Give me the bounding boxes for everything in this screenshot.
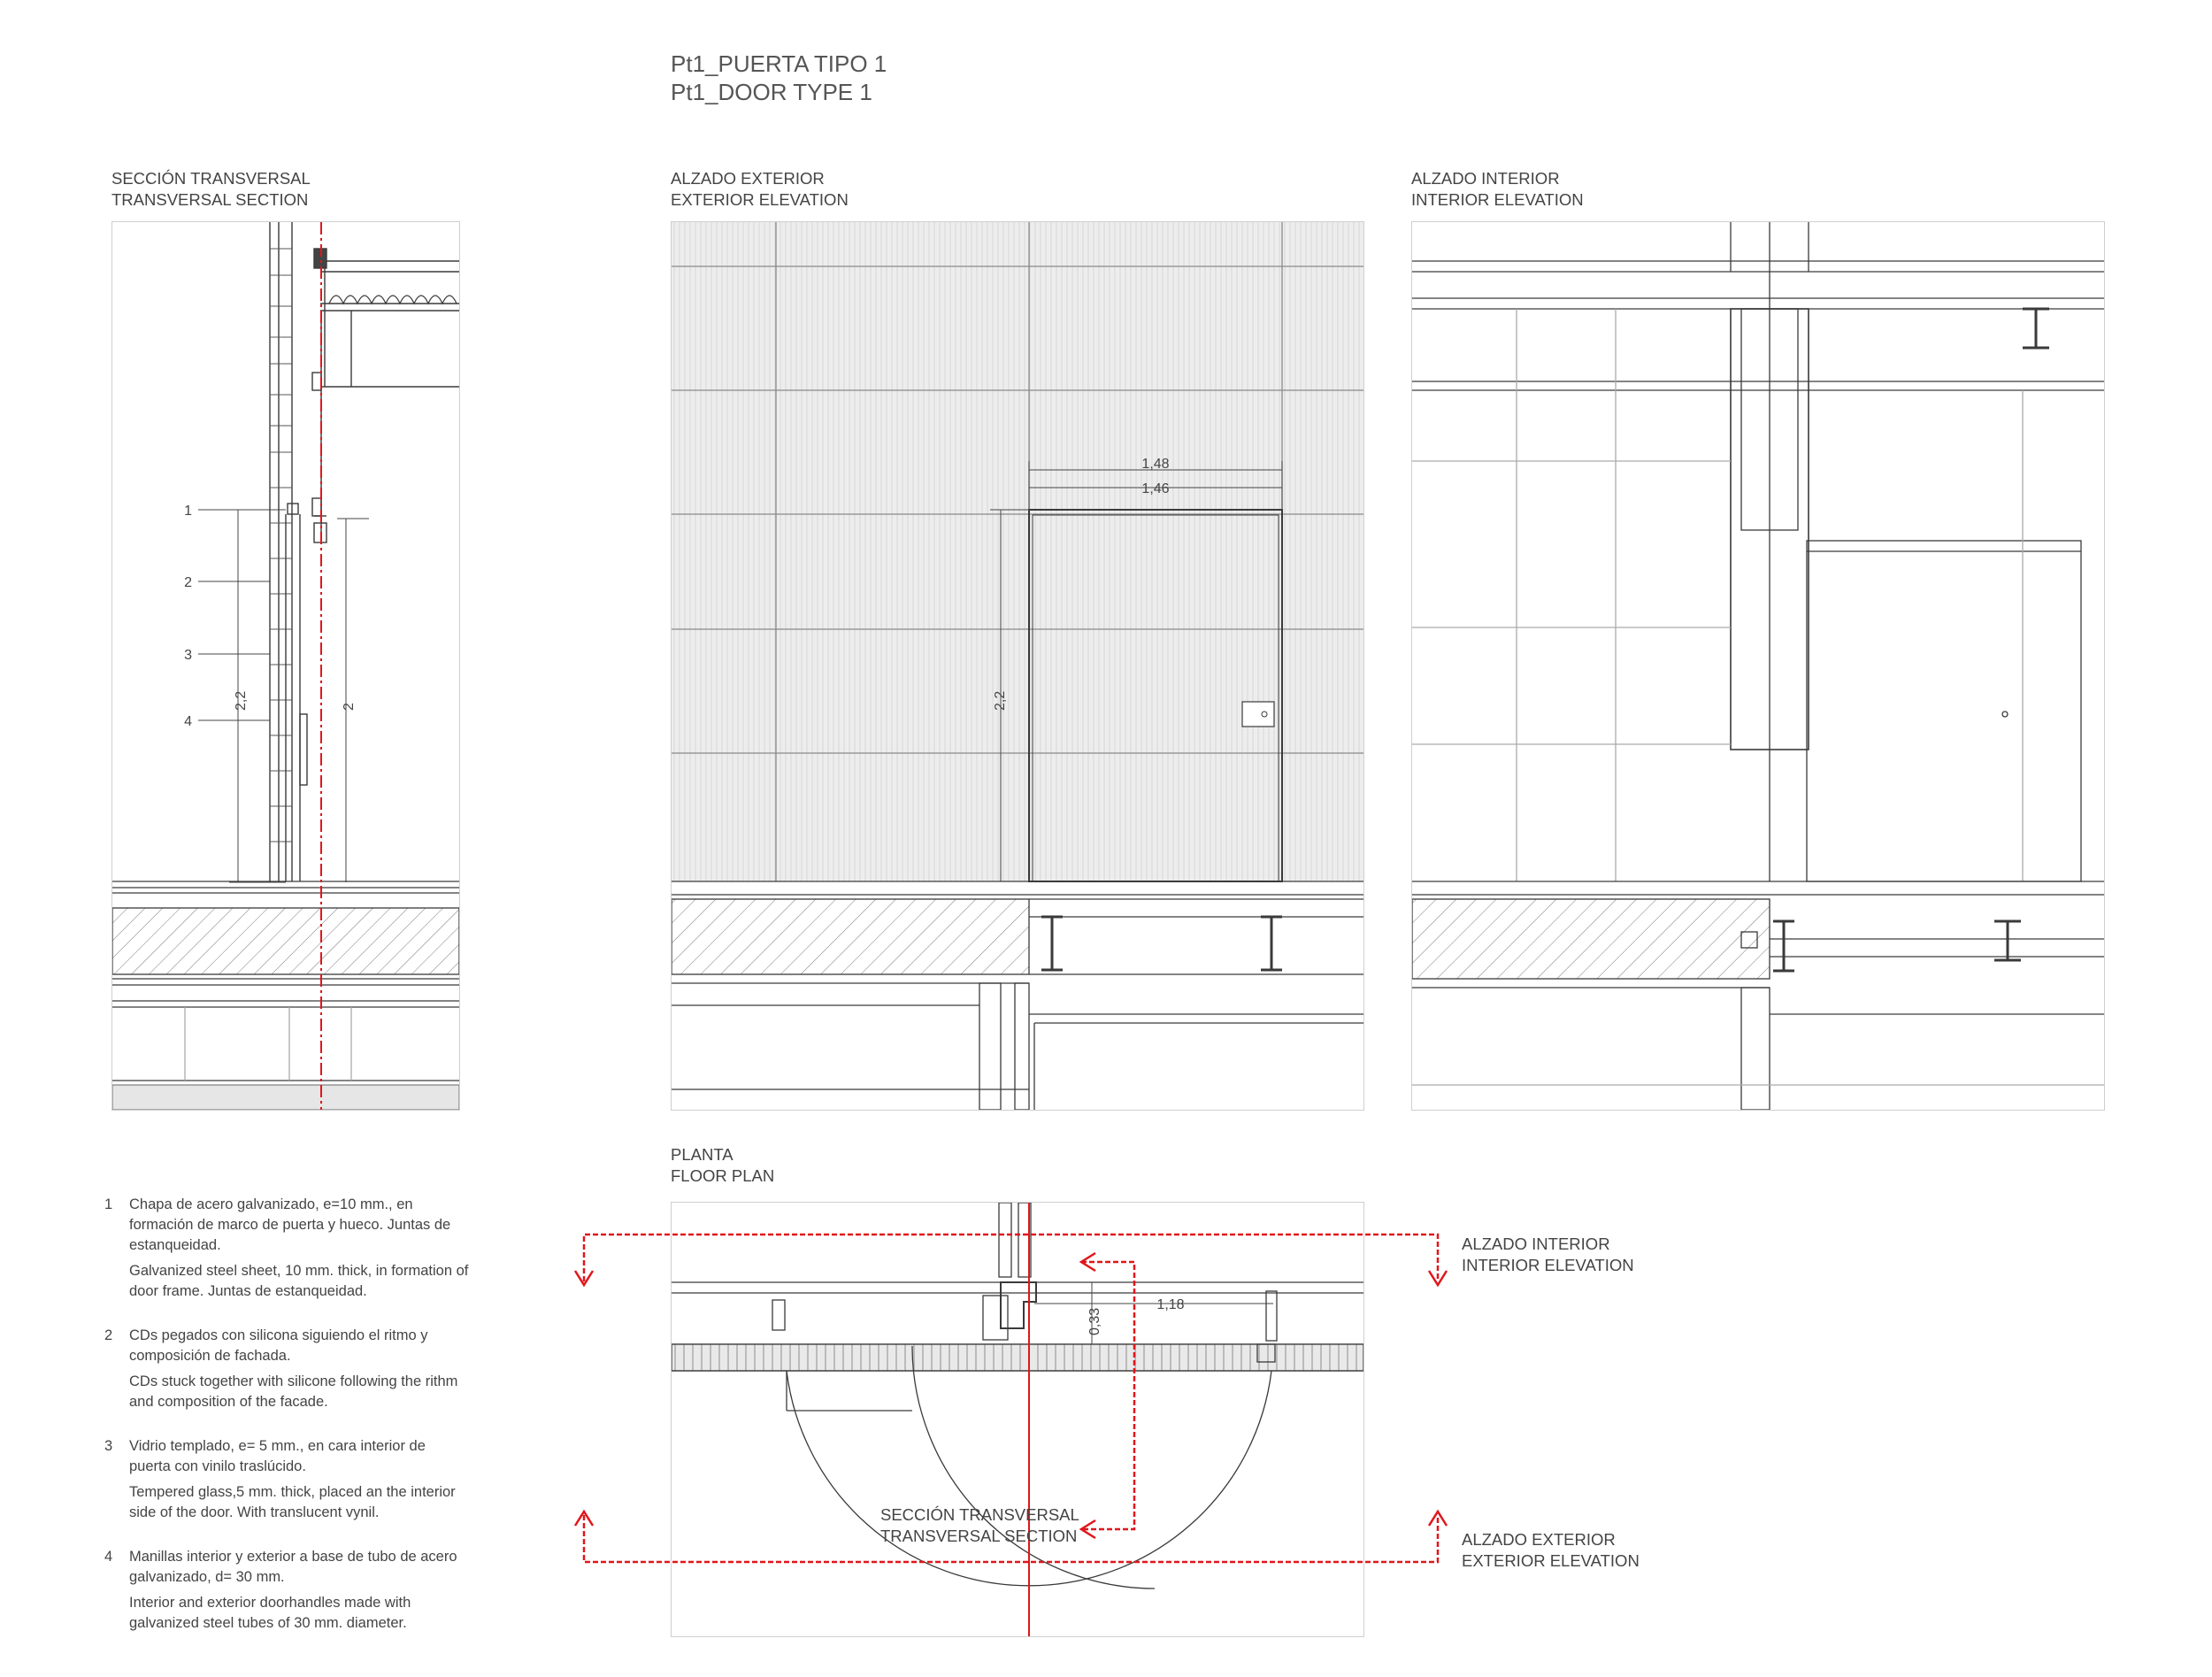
- interior-view-label: [1411, 168, 1584, 211]
- cd-strips: [270, 249, 292, 842]
- title-english: Pt1_DOOR TYPE 1: [671, 79, 872, 105]
- note-text-en: CDs stuck together with silicone following the rithm and composition of the facade.: [129, 1373, 458, 1410]
- note-4: [99, 1547, 471, 1634]
- plan-svg: [672, 1203, 1363, 1636]
- plan-cut-exterior-label: [1462, 1529, 1640, 1572]
- note-text-es: Vidrio templado, e= 5 mm., en cara interior de puerta con vinilo traslúcido.: [129, 1438, 426, 1474]
- section-label-en: TRANSVERSAL SECTION: [111, 190, 309, 209]
- plan-width-dim: 1,18: [1156, 1297, 1185, 1312]
- note-1: [99, 1195, 471, 1302]
- interior-svg: [1412, 222, 2104, 1110]
- note-number: 1: [104, 1196, 113, 1212]
- plan-cut-interior-label: [1462, 1234, 1634, 1276]
- section-view-label: [111, 168, 311, 211]
- cut-section-es: SECCIÓN TRANSVERSAL: [880, 1505, 1079, 1524]
- exterior-label-en: EXTERIOR ELEVATION: [671, 190, 849, 209]
- drawing-title: [671, 50, 887, 106]
- cut-exterior-en: EXTERIOR ELEVATION: [1462, 1551, 1640, 1570]
- floor-slab-section: [112, 881, 459, 1110]
- section-height-outer: 2,2: [234, 690, 249, 711]
- cut-interior-es: ALZADO INTERIOR: [1462, 1235, 1610, 1253]
- floor-plan-drawing: [671, 1202, 1364, 1637]
- title-spanish: Pt1_PUERTA TIPO 1: [671, 50, 887, 77]
- note-number: 3: [104, 1438, 113, 1454]
- door-handle: [1242, 702, 1274, 727]
- section-height-inner: 2: [342, 703, 357, 711]
- callout-4: 4: [184, 714, 192, 729]
- section-svg: [112, 222, 459, 1110]
- note-text-es: Chapa de acero galvanizado, e=10 mm., en formación de marco de puerta y hueco. Juntas de estanqueidad.: [129, 1196, 451, 1253]
- interior-floor: [1412, 881, 2104, 1110]
- exterior-svg: [672, 222, 1363, 1110]
- exterior-label-es: ALZADO EXTERIOR: [671, 169, 825, 188]
- callout-1: 1: [184, 504, 192, 519]
- plan-cut-section-label: [880, 1504, 1079, 1547]
- plan-label-es: PLANTA: [671, 1145, 733, 1164]
- note-text-en: Tempered glass,5 mm. thick, placed an the interior side of the door. With translucent vynil.: [129, 1484, 456, 1520]
- cut-exterior-es: ALZADO EXTERIOR: [1462, 1530, 1616, 1549]
- note-text-en: Galvanized steel sheet, 10 mm. thick, in formation of door frame. Juntas de estanqueidad.: [129, 1263, 469, 1299]
- note-2: [99, 1326, 471, 1412]
- note-number: 4: [104, 1549, 113, 1565]
- callout-2: 2: [184, 575, 192, 590]
- interior-structure: [1412, 222, 2104, 881]
- note-3: [99, 1436, 471, 1523]
- section-label-es: SECCIÓN TRANSVERSAL: [111, 169, 311, 188]
- cut-section-en: TRANSVERSAL SECTION: [880, 1527, 1078, 1545]
- cut-interior-en: INTERIOR ELEVATION: [1462, 1256, 1634, 1274]
- door-width-outer: 1,48: [1141, 457, 1170, 472]
- exterior-elevation-drawing: [671, 221, 1364, 1111]
- callout-3: 3: [184, 648, 192, 663]
- note-number: 2: [104, 1327, 113, 1343]
- note-text-es: CDs pegados con silicona siguiendo el ritmo y composición de fachada.: [129, 1327, 428, 1364]
- exterior-view-label: [671, 168, 849, 211]
- interior-label-es: ALZADO INTERIOR: [1411, 169, 1560, 188]
- cd-facade-texture: [672, 222, 1363, 881]
- door-height: 2,2: [993, 690, 1008, 711]
- floor-structure-exterior: [672, 881, 1363, 1110]
- plan-view-label: [671, 1144, 774, 1187]
- note-text-en: Interior and exterior doorhandles made with galvanized steel tubes of 30 mm. diameter.: [129, 1595, 411, 1631]
- section-drawing: [111, 221, 460, 1111]
- interior-label-en: INTERIOR ELEVATION: [1411, 190, 1584, 209]
- door-width-inner: 1,46: [1141, 481, 1170, 496]
- plan-depth-dim: 0,33: [1087, 1307, 1102, 1335]
- plan-label-en: FLOOR PLAN: [671, 1166, 775, 1185]
- note-text-es: Manillas interior y exterior a base de tubo de acero galvanizado, d= 30 mm.: [129, 1549, 457, 1585]
- construction-notes: [99, 1195, 471, 1658]
- interior-elevation-drawing: [1411, 221, 2105, 1111]
